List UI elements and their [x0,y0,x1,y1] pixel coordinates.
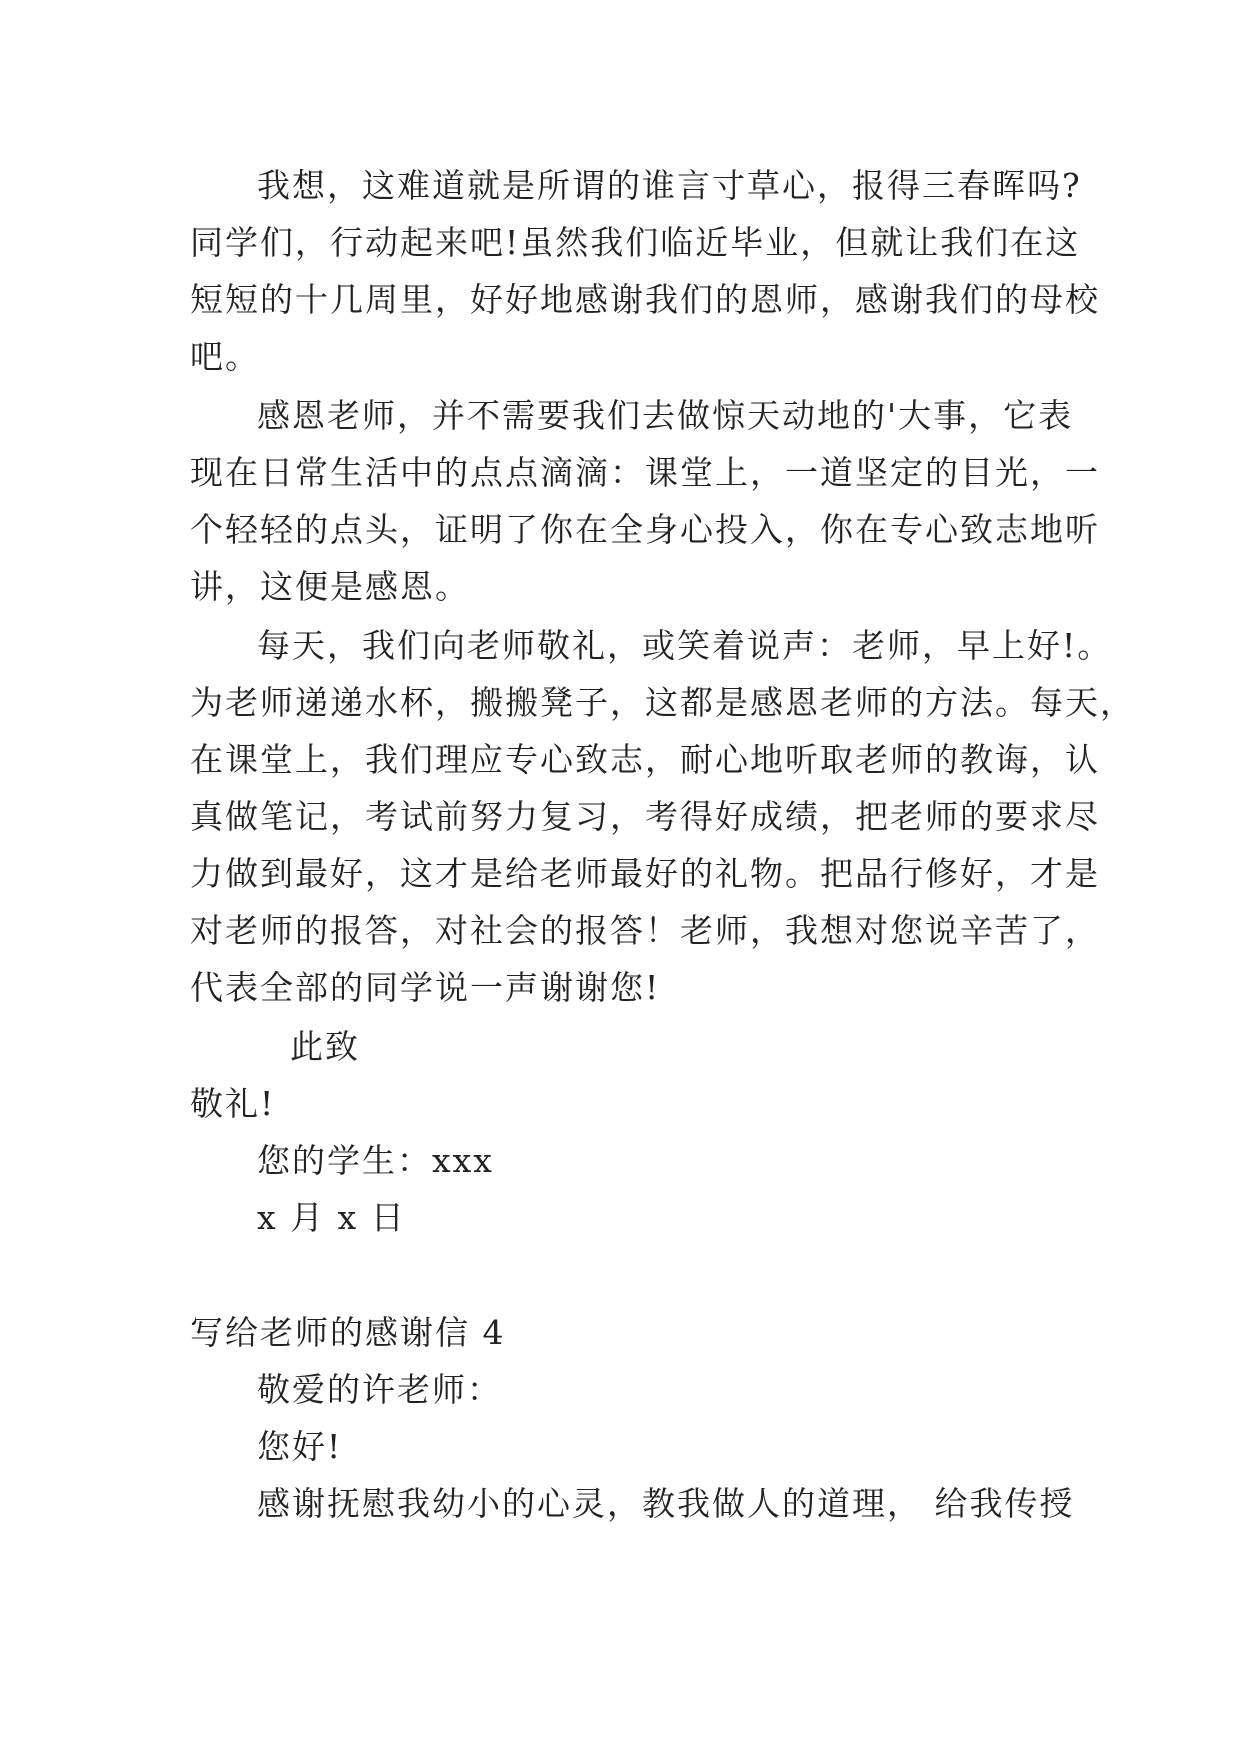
paragraph-1-line-2: 同学们，行动起来吧!虽然我们临近毕业，但就让我们在这 [190,223,1081,262]
paragraph-4-line-1: 感谢抚慰我幼小的心灵，教我做人的道理， 给我传授 [257,1484,1075,1523]
paragraph-3-line-6: 对老师的报答，对社会的报答！老师，我想对您说辛苦了， [190,911,1100,950]
paragraph-2-line-4: 讲，这便是感恩。 [190,567,470,606]
paragraph-3-line-2: 为老师递递水杯，搬搬凳子，这都是感恩老师的方法。每天， [190,683,1135,722]
paragraph-3-line-1: 每天，我们向老师敬礼，或笑着说声：老师，早上好!。 [257,626,1113,665]
paragraph-3-line-7: 代表全部的同学说一声谢谢您! [190,968,661,1007]
paragraph-3-line-5: 力做到最好，这才是给老师最好的礼物。把品行修好，才是 [190,854,1100,893]
date-text: x 月 x 日 [257,1198,406,1237]
paragraph-2-line-3: 个轻轻的点头，证明了你在全身心投入，你在专心致志地听 [190,510,1100,549]
paragraph-3-line-4: 真做笔记，考试前努力复习，考得好成绩，把老师的要求尽 [190,797,1100,836]
paragraph-3-line-3: 在课堂上，我们理应专心致志，耐心地听取老师的教诲，认 [190,740,1100,779]
paragraph-1-line-3: 短短的十几周里，好好地感谢我们的恩师，感谢我们的母校 [190,280,1100,319]
paragraph-2-line-1: 感恩老师，并不需要我们去做惊天动地的'大事，它表 [257,396,1074,435]
paragraph-2-line-2: 现在日常生活中的点点滴滴：课堂上，一道坚定的目光，一 [190,453,1100,492]
section-title: 写给老师的感谢信 4 [190,1313,506,1352]
paragraph-1-line-1: 我想，这难道就是所谓的谁言寸草心，报得三春晖吗? [257,166,1082,205]
signature-text: 您的学生：xxx [257,1141,494,1180]
salute-text: 敬礼! [190,1084,276,1123]
paragraph-1-line-4: 吧。 [190,337,260,376]
closing-text: 此致 [290,1027,360,1066]
greeting-text: 敬爱的许老师： [257,1370,502,1409]
hello-text: 您好! [257,1427,343,1466]
